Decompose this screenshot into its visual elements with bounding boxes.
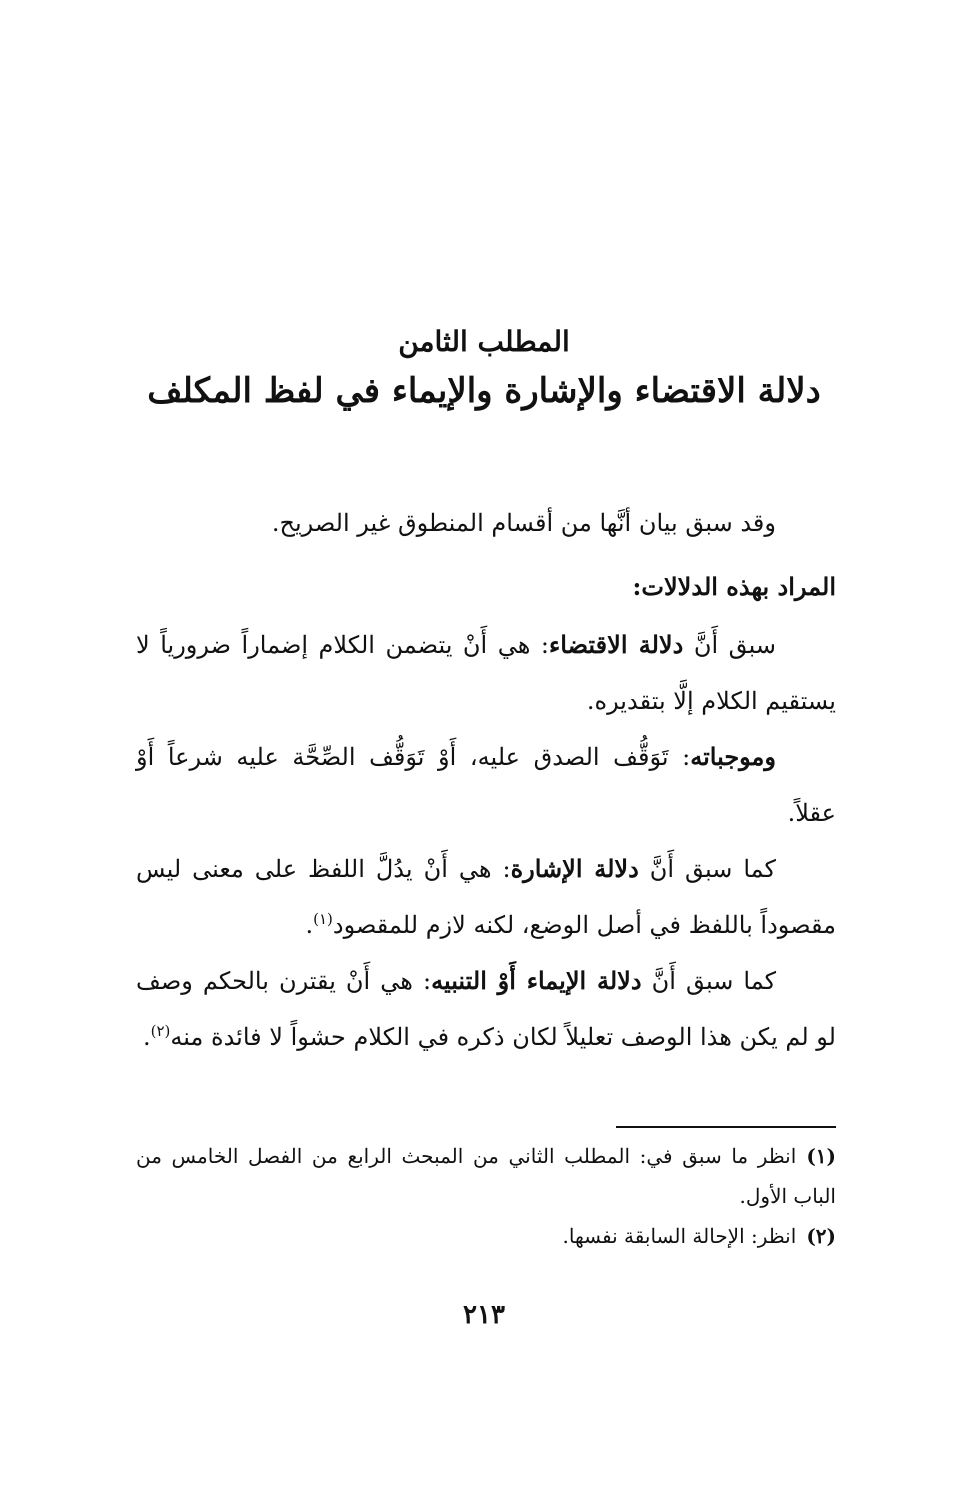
paragraph-iqtida: [136, 617, 836, 729]
paragraph-ima-end: .: [142, 1023, 151, 1051]
term-mujibat: وموجباته: [690, 742, 776, 771]
paragraph-mujibat-text: : تَوَقُّف الصدق عليه، أَوْ تَوَقُّف الصِّحَّة عليه شرعاً أَوْ عقلاً.: [136, 743, 836, 827]
footnote-1-text: انظر ما سبق في: المطلب الثاني من المبحث الرابع من الفصل الخامس من الباب الأول.: [136, 1144, 836, 1208]
footnote-2: [136, 1216, 836, 1256]
paragraph-iqtida-text: : هي أَنْ يتضمن الكلام إضماراً ضرورياً لا يستقيم الكلام إلَّا بتقديره.: [136, 631, 836, 715]
footnote-separator: [616, 1126, 836, 1128]
paragraph-ima-text: : هي أَنْ يقترن بالحكم وصف لو لم يكن هذا الوصف تعليلاً لكان ذكره في الكلام حشواً لا فائدة منه: [136, 967, 836, 1051]
paragraph-mujibat: [136, 729, 836, 841]
paragraph-iqtida-prefix: سبق أَنَّ: [683, 631, 777, 659]
page-number: ٢١٣: [463, 1300, 505, 1330]
term-ima: دلالة الإيماء أَوْ التنبيه: [431, 966, 642, 995]
footnotes: [136, 1136, 836, 1256]
footnote-2-text: انظر: الإحالة السابقة نفسها.: [562, 1224, 797, 1248]
intro-paragraph: وقد سبق بيان أنَّها من أقسام المنطوق غير الصريح.: [271, 509, 776, 537]
paragraph-ima-prefix: كما سبق أَنَّ: [641, 967, 776, 995]
footnote-ref-2[interactable]: (٢): [150, 1022, 171, 1040]
definitions-heading: المراد بهذه الدلالات:: [632, 572, 836, 601]
term-ishara: دلالة الإشارة: [510, 854, 639, 883]
footnote-1-number: (١): [806, 1144, 836, 1168]
footnote-2-number: (٢): [806, 1224, 836, 1248]
section-title: دلالة الاقتضاء والإشارة والإيماء في لفظ المكلف: [147, 371, 821, 411]
footnote-1: [136, 1136, 836, 1216]
paragraph-ishara: [136, 841, 836, 953]
footnote-ref-1[interactable]: (١): [313, 910, 333, 928]
paragraph-ishara-end: .: [305, 911, 314, 939]
term-iqtida: دلالة الاقتضاء: [549, 630, 684, 659]
paragraph-ima: [136, 953, 836, 1065]
paragraph-ishara-text: : هي أَنْ يدُلَّ اللفظ على معنى ليس مقصوداً باللفظ في أصل الوضع، لكنه لازم للمقصود: [136, 855, 836, 939]
paragraph-ishara-prefix: كما سبق أَنَّ: [638, 855, 776, 883]
section-label: المطلب الثامن: [398, 325, 570, 358]
body-text: [136, 495, 836, 1065]
